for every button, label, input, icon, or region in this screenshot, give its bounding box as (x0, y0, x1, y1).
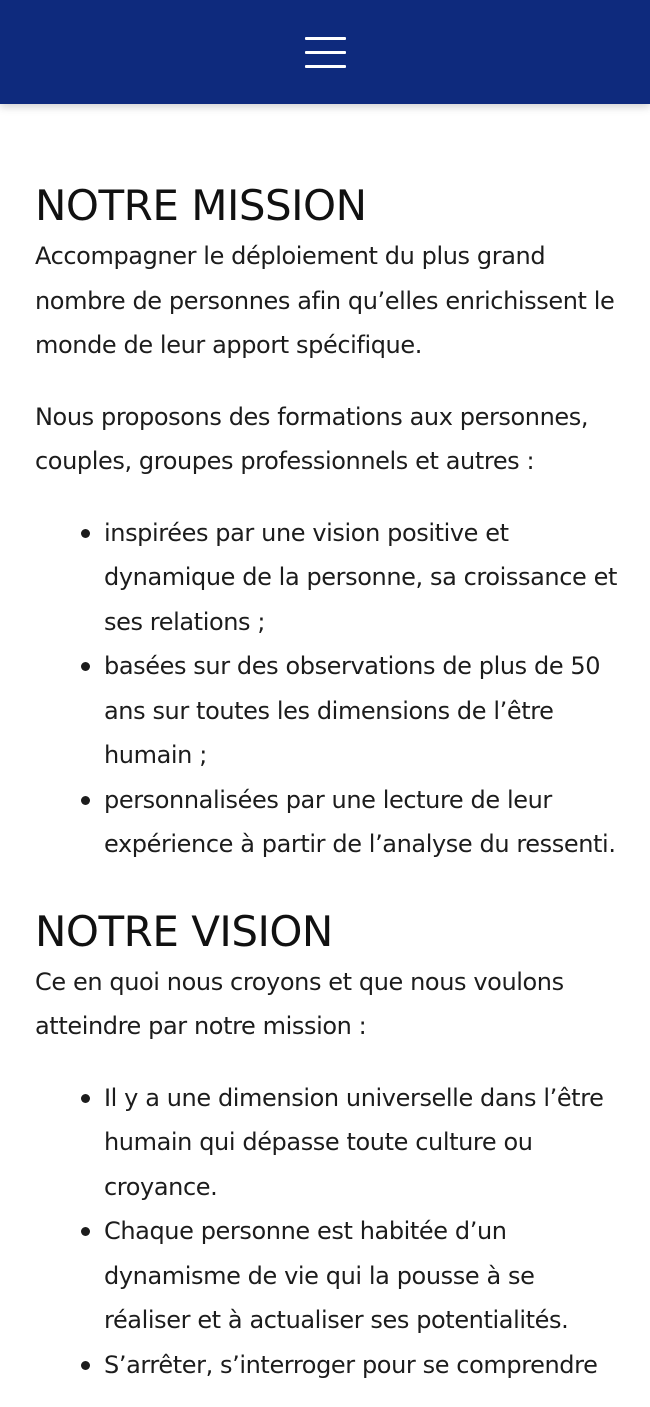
list-item (35, 1343, 625, 1388)
hamburger-bar (305, 51, 346, 54)
mission-heading: NOTRE MISSION (35, 181, 367, 230)
top-navigation-bar (0, 0, 650, 104)
list-item-text: S’arrêter, s’interroger pour se comprendre (104, 1350, 598, 1379)
hamburger-bar (305, 65, 346, 68)
vision-intro-paragraph: Ce en quoi nous croyons et que nous voulons atteindre par notre mission : (35, 967, 564, 1040)
vision-heading: NOTRE VISION (35, 906, 333, 956)
list-item-text: inspirées par une vision positive et dynamique de la personne, sa croissance et ses relations ; (104, 518, 617, 636)
mission-intro-paragraph: Accompagner le déploiement du plus grand nombre de personnes afin qu’elles enrichissent le monde de leur apport spécifique. (35, 242, 615, 359)
list-item (35, 511, 625, 645)
list-item-text: basées sur des observations de plus de 50 ans sur toutes les dimensions de l’être humain ; (104, 652, 601, 769)
list-item (35, 778, 625, 867)
main-content (35, 178, 625, 1387)
mission-list (35, 511, 625, 867)
vision-list (35, 1076, 625, 1388)
hamburger-menu-icon[interactable] (305, 37, 346, 69)
mission-formations-paragraph: Nous proposons des formations aux personnes, couples, groupes professionnels et autres : (35, 402, 589, 475)
list-item-text: personnalisées par une lecture de leur expérience à partir de l’analyse du ressenti. (104, 785, 616, 858)
list-item-text: Il y a une dimension universelle dans l’être humain qui dépasse toute culture ou croyance. (104, 1083, 604, 1201)
bullet-icon (81, 1094, 90, 1103)
bullet-icon (81, 796, 90, 805)
bullet-icon (81, 529, 90, 538)
hamburger-bar (305, 37, 346, 40)
bullet-icon (81, 662, 90, 671)
list-item (35, 644, 625, 778)
list-item-text: Chaque personne est habitée d’un dynamisme de vie qui la pousse à se réaliser et à actualiser ses potentialités. (104, 1217, 569, 1334)
list-item (35, 1209, 625, 1343)
bullet-icon (81, 1361, 90, 1370)
list-item (35, 1076, 625, 1210)
bullet-icon (81, 1227, 90, 1236)
